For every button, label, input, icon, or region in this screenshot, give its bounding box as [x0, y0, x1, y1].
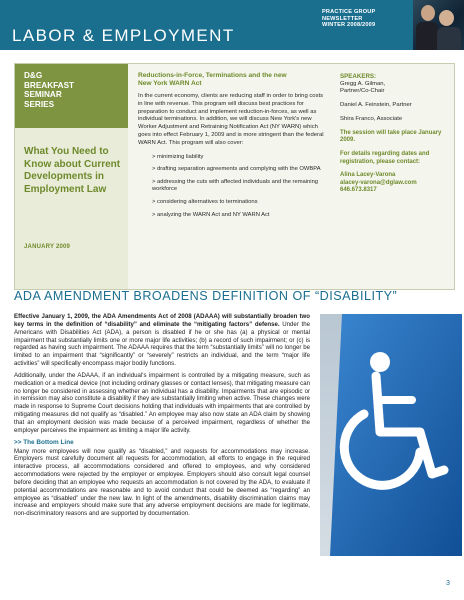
label-line: SEMINAR	[24, 90, 62, 100]
topic-item: > considering alternatives to terminations	[152, 198, 258, 205]
topic-item: > analyzing the WARN Act and NY WARN Act	[152, 211, 270, 218]
seminar-topics	[138, 154, 328, 220]
seminar-series-label	[15, 64, 128, 128]
seminar-question: What You Need to Know about Current Developments in Employment Law	[24, 146, 121, 195]
wheelchair-icon	[320, 314, 462, 556]
speaker-name: Daniel A. Feinstein, Partner	[340, 102, 412, 109]
label-line: SERIES	[24, 99, 55, 109]
newsletter-meta	[322, 9, 375, 29]
seminar-intro: In the current economy, clients are reducing staff in order to bring costs in line with revenue. This program will discuss best practices for preparation to conduct and implement reduction-in-forces, as well as individual terminations. In addition, we will discuss New York's new Worker Adjustment and Retraining Notification Act (NY WARN) which goes into effect February 1, 2009 and is more stringent than the federal WARN Act. This program will also cover:	[138, 93, 324, 146]
seminar-description	[138, 72, 328, 224]
page-number: 3	[446, 580, 450, 587]
meta-issue: WINTER 2008/2009	[322, 22, 376, 29]
article-paragraph: Many more employees will now qualify as “disabled,” and requests for accommodations may increase. Employers must carefully document all requests for accommodation, all efforts to engage in the required interactive process, all accommodations considered and offered to employees, and why considered accommodations were rejected by the employer or employee. Employers should also consult legal counsel before deciding that an employee who requests an accommodation is not covered by the ADA, to evaluate if potential accommodations are reasonable and to avoid conduct that could be deemed as “regarding” an employee as “disabled” under the new law. In light of the amendments, disability discrimination claims may increase and employers should make sure that any adverse employment decisions are made for legitimate, non-discriminatory reasons and are supported by documentation.	[14, 447, 310, 518]
article-paragraph: Additionally, under the ADAAA, if an individual's impairment is controlled by a mitigating measure, such as medication or a medical device (not including ordinary glasses or contact lenses), that mitigating measure can no longer be considered in assessing whether an individual has a disability. Impairments that are episodic or in remission may also constitute a disability if they are substantially limiting when active. These changes were made in response to Supreme Court decisions holding that individuals with impairments that are controlled by mitigating measures did not qualify as “disabled.” An employee may also now state an ADA claim by showing that an employment decision was made because of a perceived impairment, regardless of whether the employer perceives the impairment as limiting a major life activity.	[14, 371, 310, 434]
article-paragraph: Effective January 1, 2009, the ADA Amendments Act of 2008 (ADAAA) will substantially broaden two key terms in the definition of “disability” and eliminate the “mitigating factors” defense. Under the Americans with Disabilities Act (ADA), a person is disabled if he or she has (a) a physical or mental impairment that substantially limits one or more major life activities; (b) a record of such impairment; or (c) is regarded as having such impairment. The ADAAA requires that the term “substantially limits” will no longer be limited to an impairment that “significantly” or “severely” restricts an individual, and the term “major life activities” will specifically encompass major bodily functions.	[14, 313, 310, 368]
seminar-sidebar	[15, 64, 128, 289]
seminar-date: JANUARY 2009	[24, 244, 71, 250]
contact-phone: 646.673.8317	[340, 187, 377, 194]
seminar-box	[14, 63, 455, 290]
label-line: D&G	[24, 71, 43, 80]
accessibility-sign-photo	[320, 314, 462, 556]
topic-item: > addressing the cuts with affected individuals and the remaining workforce	[152, 178, 319, 193]
speaker-role: Partner/Co-Chair	[340, 88, 385, 95]
label-line: BREAKFAST	[24, 80, 75, 90]
seminar-title: Reductions-in-Force, Terminations and the new New York WARN Act	[138, 72, 287, 87]
session-note: The session will take place January 2009.	[340, 129, 442, 144]
article-lead: Effective January 1, 2009, the ADA Amendments Act of 2008 (ADAAA) will substantially broaden two key terms in the definition of “disability” and eliminate the “mitigating factors” defense.	[14, 313, 310, 328]
header-band	[0, 0, 464, 50]
article-body	[14, 313, 310, 522]
meta-practice-group: PRACTICE GROUP	[322, 9, 376, 15]
section-title: LABOR & EMPLOYMENT	[12, 26, 235, 45]
contact-name: Alina Lacey-Varona	[340, 172, 396, 179]
bottom-line-heading: >> The Bottom Line	[14, 438, 74, 446]
speaker-name: Shira Franco, Associate	[340, 115, 403, 122]
speaker-name: Gregg A. Gilman,	[340, 80, 386, 87]
meta-newsletter: NEWSLETTER	[322, 15, 363, 22]
header-photo	[413, 0, 464, 50]
speakers-label: SPEAKERS:	[340, 73, 377, 80]
article-title: ADA AMENDMENT BROADENS DEFINITION OF “DISABILITY”	[14, 289, 398, 303]
topic-item: > minimizing liability	[152, 153, 204, 160]
registration-note: For details regarding dates and registration, please contact:	[340, 150, 430, 165]
seminar-speakers	[340, 73, 450, 195]
contact-email[interactable]: alacey-varona@dglaw.com	[340, 179, 417, 186]
topic-item: > drafting separation agreements and complying with the OWBPA	[152, 166, 321, 173]
